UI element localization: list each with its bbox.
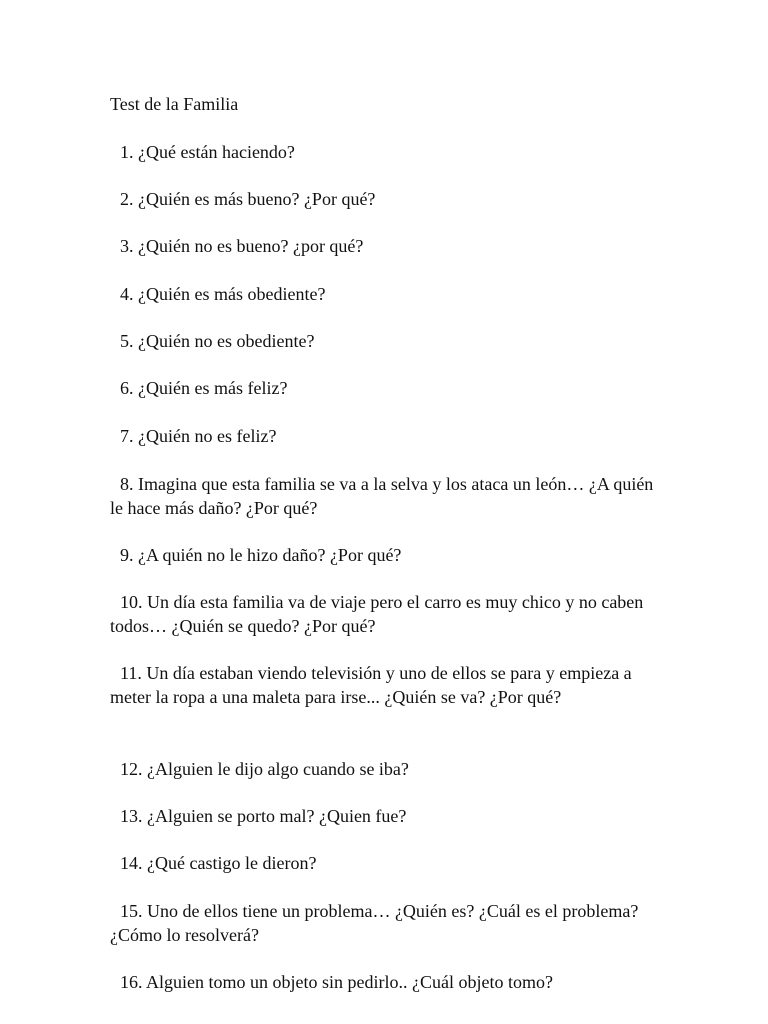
question-11: 11. Un día estaban viendo televisión y uno de ellos se para y empieza a meter la ropa a una maleta para irse... ¿Quién se va? ¿Por qué?: [110, 663, 632, 707]
question-15: 15. Uno de ellos tiene un problema… ¿Quién es? ¿Cuál es el problema? ¿Cómo lo resolverá?: [110, 901, 639, 945]
question-7: 7. ¿Quién no es feliz?: [120, 426, 277, 446]
question-6: 6. ¿Quién es más feliz?: [120, 378, 288, 398]
question-14: 14. ¿Qué castigo le dieron?: [120, 853, 317, 873]
question-16: 16. Alguien tomo un objeto sin pedirlo.. ¿Cuál objeto tomo?: [120, 972, 553, 992]
question-2: 2. ¿Quién es más bueno? ¿Por qué?: [120, 189, 376, 209]
question-13: 13. ¿Alguien se porto mal? ¿Quien fue?: [120, 806, 407, 826]
question-8: 8. Imagina que esta familia se va a la selva y los ataca un león… ¿A quién le hace más daño? ¿Por qué?: [110, 474, 654, 518]
question-10: 10. Un día esta familia va de viaje pero el carro es muy chico y no caben todos… ¿Quién se quedo? ¿Por qué?: [110, 592, 644, 636]
document-title: Test de la Familia: [110, 94, 239, 114]
question-4: 4. ¿Quién es más obediente?: [120, 284, 326, 304]
question-9: 9. ¿A quién no le hizo daño? ¿Por qué?: [120, 545, 402, 565]
question-3: 3. ¿Quién no es bueno? ¿por qué?: [120, 236, 364, 256]
question-12: 12. ¿Alguien le dijo algo cuando se iba?: [120, 759, 409, 779]
question-1: 1. ¿Qué están haciendo?: [120, 142, 295, 162]
question-5: 5. ¿Quién no es obediente?: [120, 331, 315, 351]
